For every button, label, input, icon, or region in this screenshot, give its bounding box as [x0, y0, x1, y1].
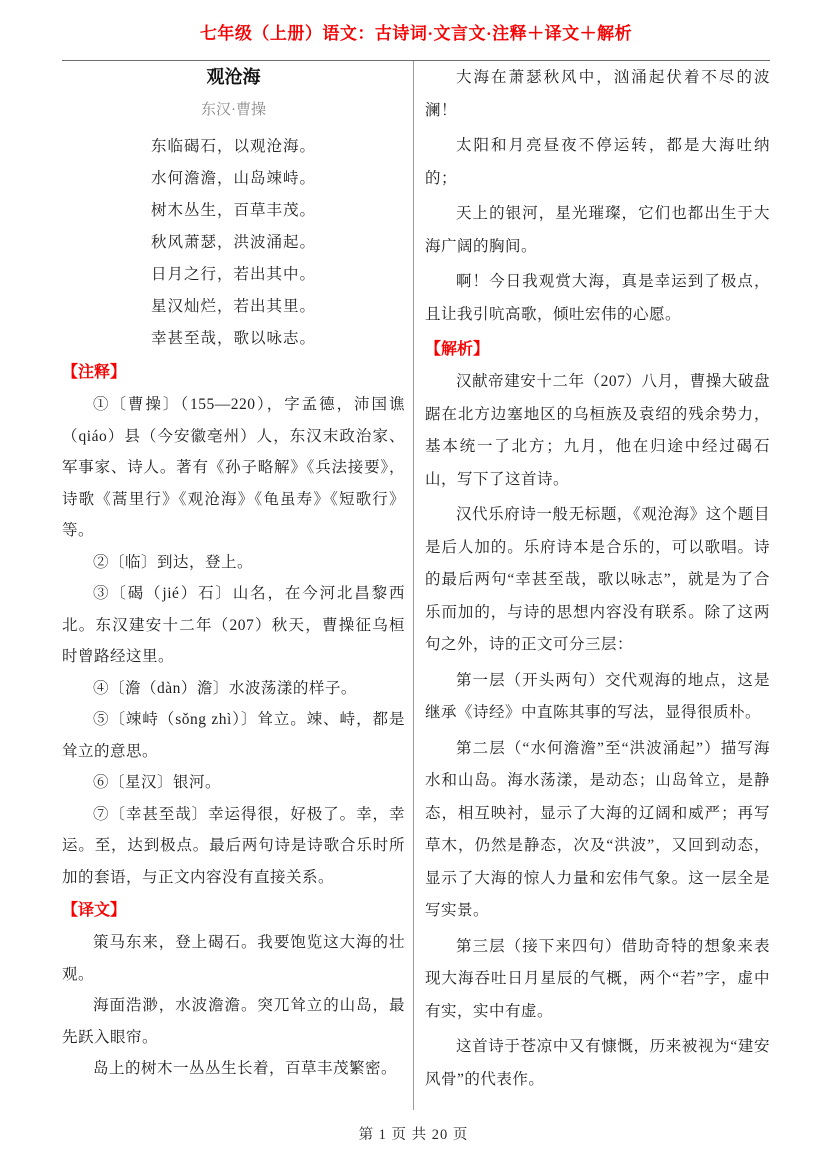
- left-column: [62, 61, 405, 1110]
- translation-paragraph: 啊！今日我观赏大海，真是幸运到了极点，且让我引吭高歌，倾吐宏伟的心愿。: [425, 273, 770, 323]
- analysis-paragraph: 第二层（“水何澹澹”至“洪波涌起”）描写海水和山岛。海水荡漾，是动态；山岛耸立，是静态，相互映衬，显示了大海的辽阔和威严；再写草木，仍然是静态，次及“洪波”，又回到动态，显示了大海的惊人力量和宏伟气象。这一层全是写实景。: [425, 739, 770, 919]
- poem-line: 水何澹澹，山岛竦峙。: [150, 170, 316, 187]
- translation-paragraph: 太阳和月亮昼夜不停运转，都是大海吐纳的；: [425, 137, 770, 187]
- poem-line: 东临碣石，以观沧海。: [150, 138, 316, 155]
- translation-paragraph: 岛上的树木一丛丛生长着，百草丰茂繁密。: [93, 1060, 398, 1077]
- annotation-paragraph: ②〔临〕到达，登上。: [93, 553, 254, 571]
- analysis-paragraph: 第三层（接下来四句）借助奇特的想象来表现大海吞吐日月星辰的气概，两个“若”字，虚中有实，实中有虚。: [425, 937, 770, 1020]
- page-header-title: 七年级（上册）语文：古诗词·文言文·注释＋译文＋解析: [199, 24, 633, 43]
- poem-line: 秋风萧瑟，洪波涌起。: [150, 234, 316, 251]
- annotation-paragraph: ④〔澹（dàn）澹〕水波荡漾的样子。: [93, 679, 357, 697]
- section-label-translation: 【译文】: [62, 902, 127, 919]
- annotation-paragraph: ⑤〔竦峙（sǒng zhì）〕耸立。竦、峙，都是耸立的意思。: [62, 711, 405, 760]
- page-footer: [0, 1113, 827, 1169]
- analysis-paragraph: 第一层（开头两句）交代观海的地点，这是继承《诗经》中直陈其事的写法，显得很质朴。: [425, 671, 770, 721]
- poem-title: 观沧海: [206, 67, 261, 87]
- translation-paragraph: 海面浩渺，水波澹澹。突兀耸立的山岛，最先跃入眼帘。: [62, 997, 405, 1046]
- translation-paragraph: 天上的银河，星光璀璨，它们也都出生于大海广阔的胸间。: [425, 205, 770, 255]
- poem-line: 星汉灿烂，若出其里。: [150, 298, 316, 315]
- poem-line: 日月之行，若出其中。: [150, 266, 316, 283]
- annotation-paragraph: ⑥〔星汉〕银河。: [93, 774, 222, 791]
- column-divider: [413, 61, 414, 1110]
- analysis-paragraph: 这首诗于苍凉中又有慷慨，历来被视为“建安风骨”的代表作。: [425, 1038, 770, 1088]
- annotation-paragraph: ⑦〔幸甚至哉〕幸运得很，好极了。幸，幸运。至，达到极点。最后两句诗是诗歌合乐时所加的套语，与正文内容没有直接关系。: [62, 805, 405, 886]
- analysis-paragraph: 汉献帝建安十二年（207）八月，曹操大破盘踞在北方边塞地区的乌桓族及袁绍的残余势力，基本统一了北方；九月，他在归途中经过碣石山，写下了这首诗。: [425, 373, 770, 488]
- section-label-annotations: 【注释】: [62, 364, 127, 381]
- poem-line: 幸甚至哉，歌以咏志。: [150, 330, 316, 347]
- page-header: [62, 0, 770, 61]
- translation-paragraph: 策马东来，登上碣石。我要饱览这大海的壮观。: [62, 934, 405, 983]
- annotation-paragraph: ①〔曹操〕（155—220），字孟德，沛国谯（qiáo）县（今安徽亳州）人，东汉末政治家、军事家、诗人。著有《孙子略解》《兵法接要》，诗歌《蒿里行》《观沧海》《龟虽寿》《短歌行》等。: [62, 396, 405, 539]
- translation-paragraph: 大海在萧瑟秋风中，汹涌起伏着不尽的波澜！: [425, 69, 770, 119]
- poem-author: 东汉·曹操: [201, 102, 266, 118]
- poem-body: [62, 131, 405, 355]
- two-column-body: [62, 61, 770, 1110]
- page-number: 第 1 页 共 20 页: [358, 1127, 469, 1143]
- analysis-paragraph: 汉代乐府诗一般无标题，《观沧海》这个题目是后人加的。乐府诗本是合乐的，可以歌唱。诗的最后两句“幸甚至哉，歌以咏志”，就是为了合乐而加的，与诗的思想内容没有联系。除了这两句之外，诗的正文可分三层：: [425, 506, 770, 653]
- section-label-analysis: 【解析】: [425, 341, 490, 358]
- poem-line: 树木丛生，百草丰茂。: [150, 202, 316, 219]
- right-column: [425, 61, 770, 1110]
- annotation-paragraph: ③〔碣（jié）石〕山名，在今河北昌黎西北。东汉建安十二年（207）秋天，曹操征乌桓时曾路经这里。: [62, 585, 405, 665]
